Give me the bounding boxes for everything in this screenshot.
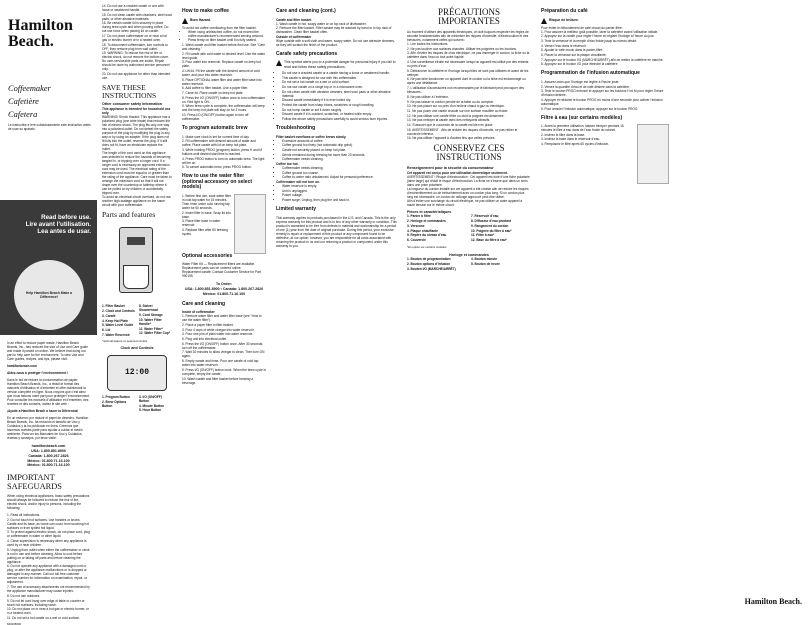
- water-filter-illustration: [234, 194, 266, 254]
- french-clock-part: 3. Bouton I/O (MARCHE/ARRÊT): [407, 266, 456, 271]
- care-step: 8. Empty carafe and rinse. Pour one carafe of cold tap water into water reservoir.: [182, 359, 259, 368]
- carafe-basket-title: Carafe and filter basket: [276, 17, 312, 22]
- auto-prog-title: Programmation de l’infusion automatique: [541, 70, 640, 77]
- care-step: 5. Plug unit into electrical outlet.: [182, 337, 228, 342]
- prep-step: 4. Verser l’eau dans le réservoir.: [541, 43, 587, 48]
- howto-steps: [182, 43, 266, 121]
- french-cord-text: La longueur du cordon installé sur cet appareil a été choisie afin de réduire les risques d’enchevêtrement ou de trébuchement avec un cordon plus long. Si un cordon plus long est nécessaire, un cordon de rallonge approuvé peut être utilisé.: [407, 186, 529, 199]
- french-clock-parts: [407, 257, 531, 271]
- auto-prog-step: 2. Versez la quantité d’eau et de café désirée dans la cafetière.: [541, 84, 630, 89]
- cover-es-head: ¡Ayude a Hamilton Beach a hacer la Diferencia!: [7, 409, 79, 413]
- care-step: 7. Wait 30 minutes to allow vinegar to clean. Then turn ON again.: [182, 350, 265, 359]
- french-save: CONSERVEZ CES INSTRUCTIONS: [433, 143, 505, 163]
- carafe-basket-item: 1. Wash carafe in hot, soapy water or on top rack of dishwasher.: [276, 21, 367, 26]
- contact-mexico: México: 01.800.71.16.100: [27, 458, 70, 463]
- circuit-overload-text: To avoid an electrical circuit overload, do not use another high-wattage appliance on the same circuit with your coffeemaker.: [102, 194, 171, 207]
- no-power-title: Coffeemaker will not turn on.: [276, 180, 320, 185]
- french-part-item: 12. Base du filtre à eau*: [471, 238, 507, 243]
- auto-prog-step: 5. Pour annuler l’infusion automatique, appuyer sur le bouton PROG.: [541, 106, 639, 111]
- order-usa-canada: USA: 1.800.851.8900 • Canada: 1.800.267.2826: [184, 287, 264, 292]
- french-parts-list: [407, 214, 531, 243]
- safeguard-item: 1. Read all instructions.: [7, 513, 41, 518]
- carafe-safety-item: • Do not use carafe on a range top or in a microwave oven.: [282, 85, 397, 89]
- clock-parts-list: [102, 395, 172, 413]
- cover-fr-head: Aidez-nous à protéger l’environnement !: [7, 371, 69, 375]
- auto-prog-step: 1. Assurez-vous que l’horloge est réglée à l’heure juste.: [541, 79, 620, 84]
- safeguards-list: [7, 513, 90, 620]
- french-item: 9. Ne pas laisser le cordon pendre de la table ou du comptoir.: [407, 99, 494, 104]
- troubleshooting-title: Troubleshooting: [276, 125, 316, 132]
- prep-step: 3. Tenir la verseuse et la remplir d’eau froide jusqu’au niveau désiré.: [541, 38, 638, 43]
- coffeemaker-illustration: [107, 221, 167, 301]
- french-item: 14. S’assurer que le couvercle de la carafe est bien en place.: [407, 122, 494, 127]
- howto-intro-list: [182, 30, 266, 43]
- auto-prog-steps: [541, 80, 669, 111]
- optional-accessories-text: Water Filter Kit — Replacement filters are available. Replacement parts can be ordered online.: [182, 262, 256, 271]
- overflow-list: [276, 139, 397, 162]
- care-step: 10. Wash carafe and filter basket before brewing a beverage.: [182, 376, 254, 385]
- safeguard-item: 11. Do not set a hot carafe on a wet or cold surface.: [7, 615, 80, 620]
- clock-display: 12:00: [107, 355, 167, 391]
- carafe-safety-item: • Protect the carafe from sharp blows, scratches or rough handling.: [282, 103, 397, 107]
- french-item: 15. AVERTISSEMENT : Afin de réduire les risques d’incendie, ne pas retirer le couvercle inférieur.: [407, 127, 518, 136]
- care-cont-title-text: Care and cleaning: [276, 8, 320, 14]
- order-label: To Order:: [215, 282, 233, 287]
- auto-brew-steps: [182, 135, 266, 170]
- no-power-list: [276, 184, 397, 202]
- howto-step: 8. Press the I/O (ON/OFF) button once to turn coffeemaker on. Red light is ON.: [182, 95, 266, 104]
- no-power-item: • Unit is unplugged.: [282, 189, 397, 193]
- water-filter-step: 4. Replace filter after 60 brewing cycles.: [182, 227, 228, 236]
- french-parts-title: Pièces et caractéristiques: [407, 209, 452, 214]
- howto-step: 7. Close lid. Place carafe on keep hot plate.: [182, 91, 244, 95]
- burn-warning-sub: To avoid hot coffee overflowing from the filter basket:: [182, 25, 257, 30]
- french-household: Cet appareil est conçu pour une utilisation domestique seulement.: [407, 170, 508, 175]
- safeguard-item: 8. Do not use outdoors.: [7, 593, 41, 598]
- french-plug-text: AVERTISSEMENT ! Risque d’électrocution : Cet appareil est doté d’une fiche polarisée (lame large) qui réduit le risque d’électrocution. La fiche ne s’insère que dans un sens dans une prise polarisée.: [407, 174, 530, 187]
- clock-part-item: 3. I/O (ON/OFF) Button: [139, 394, 162, 403]
- contact-canada: Canada: 1.800.267.2826: [28, 453, 69, 458]
- prep-step: 6. Placer la verseuse sur la plaque chauffante.: [541, 52, 607, 57]
- auto-brew-title: To program automatic brew: [182, 125, 248, 132]
- french-clock-part: 4. Bouton minute: [471, 257, 498, 262]
- french-part-item: 6. Couvercle: [407, 238, 426, 243]
- french-clock-part: 1. Bouton de programmation: [407, 257, 451, 262]
- warranty-title: Limited warranty: [276, 206, 317, 213]
- carafe-safety-item: • Discard carafe immediately if it is ever boiled dry.: [282, 98, 397, 102]
- filtre-step: 2. Insérez le filtre dans la base.: [541, 132, 586, 137]
- howto-column: [177, 0, 271, 625]
- howto-step: 3. Pour water into reservoir. Replace carafe on keep hot plate.: [182, 60, 261, 69]
- water-filter-step: 2. Insert filter in base. Snap lid into base.: [182, 210, 231, 219]
- brand-logo: Hamilton Beach.: [8, 17, 73, 50]
- prep-title: Préparation du café: [541, 8, 588, 14]
- filtre-illustration: [637, 124, 669, 184]
- water-filter-title: How to use the water filter (optional accessory on select models): [182, 173, 253, 191]
- prep-step: 2. Appuyez sur la carafe pour régler l’heure en réglant l’horloge à l’heure du jour.: [541, 34, 655, 39]
- burn-warning-text: Burn Hazard.: [190, 17, 212, 22]
- french-clock-part: 5. Bouton de heure: [471, 261, 500, 266]
- too-hot-list: [276, 166, 397, 179]
- product-code: 840208600: [7, 621, 21, 625]
- part-item: 5. Water Level Guide: [102, 323, 134, 328]
- part-item: 11. Water Filter*: [139, 326, 163, 331]
- product-name-es: Cafetera: [8, 110, 38, 120]
- part-item: 3. Carafe: [102, 313, 116, 318]
- carafe-safety-item: • Discard carafe if it is cracked, scratched, or heated while empty.: [282, 112, 397, 116]
- carafe-safety-warning-text: This symbol alerts you to a potential danger for personal injury if you fail to read and follow these safety precautions.: [284, 60, 396, 69]
- french-intro: Au moment d’utiliser des appareils électriques, on doit toujours respecter les règles de sécurité fondamentales afin de minimiser les risques d’incendie, d’électrocution et des blessures, notamment celles qui suivent :: [407, 30, 529, 42]
- too-hot-item: • Coffeemaker needs cleaning.: [282, 166, 397, 170]
- auto-brew-step: 3. While holding PROG (program) button, press H and M buttons until desired start time is reached.: [182, 147, 263, 156]
- french-item: 11. Ne pas poser une carafe chaude sur une surface mouillée ou froide.: [407, 108, 509, 113]
- part-item: 6. Lid: [102, 328, 111, 333]
- french-part-item: 8. Diffuseur d’eau pivotant: [471, 219, 512, 224]
- french-part-item: 1. Panier à filtre: [407, 214, 431, 219]
- overflow-item: • Coffeemaker needs cleaning.: [282, 157, 397, 161]
- part-item: 10. Water Filter Handle*: [139, 317, 162, 326]
- clock-part-item: 5. Hour Button: [139, 408, 162, 413]
- cover-fr-text: Dans le but de réduire la consommation de papier, Hamilton Beach Brands, Inc., a réduit le format des manuels d’utilisation et d’entretien et offre maintenant la version complète en ligne. Nous croyons que c’est ainsi que nous faisons notre part pour protéger l’environnement. Pour consulter les manuels d’utilisation et d’entretien, des recettes et des conseils, visitez le site web :: [7, 378, 90, 406]
- carafe-safety-item: • Do not bump carafe or set it down roughly.: [282, 108, 397, 112]
- cord-length-text: The length of the cord used on this appliance was selected to reduce the hazards of becoming tangled in, or tripping over a longer cord. If a longer cord is necessary an approved extension cord may be used. The electrical rating of the extension cord must be equal to or greater than the rating of the appliance. Care must be taken to arrange the extension cord so that it will not drape over the countertop or tabletop where it can be pulled on by children or accidentally tripped over.: [102, 150, 172, 195]
- care-step: 1. Remove water filter and water filter base (see “How to use the water filter”).: [182, 314, 262, 323]
- prep-warning-text: Risque de brûlure.: [549, 17, 579, 22]
- auto-brew-step: 1. Make sure clock is set for current time of day.: [182, 134, 250, 139]
- french-item: 1. Lire toutes les instructions.: [407, 42, 449, 46]
- polarized-plug-text: WARNING! Shock Hazard: This appliance has a polarized plug (one wide blade) that reduces the risk of electric shock. The plug fits only one way into a polarized outlet. Do not defeat the safety purpose of the plug by modifying the plug in any way or by using an adapter. If the plug does not fit fully into the outlet, reverse the plug. If it still does not fit, have an electrician replace the outlet.: [102, 114, 171, 151]
- french-item: 16. Ne pas utiliser l’appareil à d’autres fins que celles prévues.: [407, 136, 496, 141]
- care-inside-title: Inside of coffeemaker: [182, 310, 215, 315]
- care-step: 6. Press the I/O (ON/OFF) button once. After 30 seconds, turn off the coffeemaker.: [182, 341, 264, 350]
- howto-step: 1. Wash carafe and filter basket before first use. See “Care and cleaning.”: [182, 42, 265, 51]
- safeguard-item: 5. Unplug from outlet when either the coffeemaker or clock is not in use and before cleaning. Allow to cool before putting on or taking off parts and before cleaning the appliance.: [7, 547, 90, 564]
- howto-step: 2. Fill carafe with cold water to desired level. Use the water level guide.: [182, 51, 266, 60]
- overflow-item: • Carafe not securely placed on keep hot plate.: [282, 148, 397, 152]
- warning-icon: [182, 18, 188, 24]
- prep-steps: [541, 30, 669, 67]
- french-part-item: 4. Plaque chauffante: [407, 228, 438, 233]
- outside-text: Wipe outside with a soft cloth and warm, soapy water. Do not use abrasive cleaners, as they will scratch the finish of the product.: [276, 38, 395, 47]
- french-item: 12. Ne pas utiliser une carafe fêlée ou dont la poignée est desserrée.: [407, 113, 505, 118]
- french-list: [407, 42, 531, 140]
- safeguard-item: 10. Do not place on or near a hot gas or electric burner, or in a heated oven.: [7, 607, 89, 616]
- parts-title: Parts and features: [102, 209, 156, 219]
- part-item: 7. Water Reservoir: [102, 332, 130, 337]
- carafe-safety-item: • Do not clean carafe with abrasive cleaners, steel wool pads or other abrasive material.: [282, 90, 397, 98]
- carafe-basket-item: 2. Remove the filter basket. Filter basket may be washed by hand or in top rack of dishwasher. Clean filter basket often.: [276, 26, 392, 35]
- no-power-item: • Water reservoir is empty.: [282, 184, 397, 188]
- safeguard-item: 17. Do not place coffeemaker on or near a hot gas or electric burner or in a heated oven.: [102, 34, 167, 43]
- household-only: This appliance is intended for household use only.: [102, 106, 171, 115]
- warranty-text: This warranty applies to products purchased in the U.S. and Canada. This is the only express warranty for this product and is in lieu of any other warranty or condition. This product is warranted to be free from defects in material and workmanship for a period of one (1) year from the date of original purchase. During this period, your exclusive remedy is repair or replacement of this product or any component found to be defective, at our option; however, you are responsible for all costs associated with returning the product to us and our returning a product or component under this warranty to you.: [276, 215, 397, 248]
- howto-step: 9. When brew cycle is complete, the coffeemaker will beep and the keep hot plate will stay on for 2 hours.: [182, 104, 265, 113]
- parts-note: *optional feature on selected models: [102, 338, 148, 343]
- auto-brew-step: 4. Press PROG button to turn on automatic brew. The light will be on.: [182, 156, 265, 165]
- safeguard-item: 6. Do not operate any appliance with a damaged cord or plug, or after the appliance malfunctions or is dropped or damaged in any manner. Call our toll-free customer service number for information on examination, repair, or adjustment.: [7, 564, 87, 585]
- care-step: 2. Place a paper filter in filter basket.: [182, 323, 234, 328]
- carafe-shape: [123, 265, 149, 289]
- carafe-safety-list: [276, 71, 397, 121]
- care-title: Care and cleaning: [182, 300, 226, 307]
- warning-icon: [541, 18, 547, 24]
- prep-warning: [541, 18, 669, 24]
- seal-text: Help Hamilton Beach Make a Difference!: [25, 290, 73, 299]
- care-column: [271, 0, 402, 625]
- band-read-fr: Lire avant l’utilisation.: [25, 221, 91, 229]
- save-instructions: SAVE THESE INSTRUCTIONS: [102, 83, 157, 100]
- back-column: [674, 0, 808, 625]
- french-item: 7. L’utilisation d’accessoires non recommandés par le fabricant peut provoquer des blessures.: [407, 86, 524, 95]
- french-prep-column: [536, 0, 674, 625]
- french-parts-note: *En option sur certains modèles: [407, 245, 447, 250]
- carafe-safety-item: • This carafe is designed for use with this coffeemaker.: [282, 76, 397, 80]
- howto-step: 5. Place OPTIONAL water filter and water filter base into water reservoir.: [182, 77, 262, 86]
- filtre-step: 4. Remplacez le filtre après 60 cycles d’infusion.: [541, 142, 610, 147]
- safeguard-item: 18. To disconnect coffeemaker, turn controls to OFF, then remove plug from wall outlet.: [102, 42, 168, 51]
- order-mexico: México: 01.800.71.16.100: [202, 292, 246, 296]
- french-item: 6. Ne pas faire fonctionner un appareil dont le cordon ou la fiche est endommagé ou après une défaillance.: [407, 77, 526, 86]
- cover-column: [0, 0, 97, 625]
- no-power-item: • Power surge; Unplug, then plug the unit back in.: [282, 198, 397, 202]
- too-hot-item: • Coffee-to-water ratio unbalanced. Adjust for personal preference.: [282, 175, 397, 179]
- carafe-safety-item: • Follow the above safety precautions carefully to avoid serious burn injuries.: [282, 117, 397, 121]
- contact-usa: USA: 1.800.851.8900: [31, 448, 66, 453]
- replacement-carafe-text: Replacement carafe: Contact Customer Service for Part 990155.: [182, 270, 261, 279]
- product-name-en: Coffeemaker: [8, 84, 51, 93]
- safeguard-item: 20. Do not use appliance for other than intended use.: [102, 72, 171, 81]
- safeguard-item: 14. Do not use a cracked carafe or one with loose or weakened handle.: [102, 4, 164, 12]
- contact-mexico-2: México: 01.800.71.16.100: [27, 463, 70, 468]
- french-item: 13. Ne pas nettoyer la carafe avec des nettoyants abrasifs.: [407, 118, 491, 123]
- part-item: 4. Keep Hot Plate: [102, 318, 129, 323]
- howto-intro-item: • When using unbleached coffee, do not exceed the coffee manufacturer’s recommended serving amount.: [188, 30, 266, 38]
- part-item: 9. Cord Storage: [139, 312, 163, 317]
- safeguard-item: 4. Close supervision is necessary when any appliance is used by or near children.: [7, 539, 87, 548]
- product-name-fr: Cafetière: [8, 97, 39, 107]
- safeguard-item: 2. Do not touch hot surfaces. Use handles or knobs. Carafe and its base, as home can occur from touching hot surfaces or from spilled hot liquid.: [7, 517, 89, 530]
- care-cont-suffix: (cont.): [320, 8, 336, 14]
- french-part-item: 10. Poignée du filtre à eau*: [471, 228, 512, 233]
- safeguard-item: 3. To protect against electric shock, do not place cord, plug or coffeemaker in water or other liquid.: [7, 530, 90, 539]
- howto-step: 6. Add coffee to filter basket. Use a paper filter.: [182, 86, 249, 91]
- care-cont-title: [276, 9, 397, 15]
- cover-url: hamiltonbeach.com: [7, 364, 37, 368]
- french-item: 4. Une surveillance étroite est nécessaire lorsqu’un appareil est utilisé par des enfants ou près d’eux.: [407, 60, 529, 69]
- order-contacts: [182, 282, 266, 297]
- safeguard-item: 15. Do not clean carafe with cleansers, steel wool pads, or other abrasive materials.: [102, 12, 172, 21]
- prep-step: 8. Appuyez sur le bouton I/O pour éteindre la cafetière.: [541, 62, 619, 67]
- contact-web: hamiltonbeach.com: [31, 444, 66, 448]
- prep-warning-sub: Pour éviter le débordement de café chaud du panier-filtre :: [541, 25, 624, 30]
- french-other-title: Renseignement pour la sécurité du consommateur: [407, 166, 494, 171]
- french-item: 8. Ne pas utiliser à l’extérieur.: [407, 94, 449, 99]
- cover-intro-en: In an effort to reduce paper waste, Hamilton Beach Brands, Inc., has reduced the size of Use and Care guide and made it posted on online. We believe that doing our part to help care for the environment. To view Use and Care guides, recipes, and tips, please visit:: [7, 341, 88, 361]
- french-item: 2. Ne pas toucher aux surfaces chaudes. Utiliser les poignées ou les boutons.: [407, 46, 517, 51]
- care-steps: [182, 314, 266, 384]
- part-item: 2. Clock and Controls: [102, 308, 135, 313]
- howto-step: 10. Press I/O (ON/OFF) button again to turn off coffeemaker.: [182, 113, 249, 122]
- cover-es-text: En un esfuerzo por reducir el papel de desecho, Hamilton Beach Brands, Inc. ha reducido el tamaño de Uso y Cuidados y la ha publicado en línea. Creemos que hacemos nuestra parte para ayudar a cuidar el medio ambiente. Para ver los Manuales de Uso y Cuidados, recetas y consejos, por favor visite:: [7, 416, 89, 440]
- band-read-en: Read before use.: [41, 214, 91, 221]
- clock-part-item: 2. Brew Options Button: [102, 399, 127, 408]
- prep-step: 5. Ajouter le café moulu dans le panier-filtre.: [541, 48, 604, 53]
- outside-title: Outside of coffeemaker: [276, 34, 312, 39]
- french-circuit-text: Afin d’éviter une surcharge du circuit électrique, ne pas utiliser un autre appareil à haute tension sur le même circuit.: [407, 198, 523, 207]
- howto-title: How to make coffee: [182, 8, 229, 14]
- french-title: PRÉCAUTIONS IMPORTANTES: [437, 7, 500, 26]
- french-item: 5. Débrancher la cafetière et l’horloge lorsqu’elles ne sont pas utilisées et avant de les nettoyer.: [407, 68, 529, 77]
- too-hot-title: Coffee too hot.: [276, 162, 299, 166]
- too-hot-item: • Coffee ground too coarse.: [282, 171, 397, 175]
- french-item: 3. Afin d’éviter les risques de choc électrique, ne pas immerger le cordon, la fiche ou la cafetière dans l’eau ou tout autre liquide.: [407, 51, 530, 60]
- no-power-item: • Power outage.: [282, 193, 397, 197]
- difference-seal: [14, 260, 84, 330]
- howto-step: 4. Lift lid. Fill the carafe with the desired amount of cold water, and pour into water reservoir.: [182, 68, 260, 77]
- auto-prog-step: 4. Appuyer et relâcher le bouton PROG en moins d’une seconde pour activer l’infusion automatique.: [541, 97, 663, 106]
- cover-contacts: [7, 444, 90, 468]
- carafe-safety-item: • Do not use a cracked carafe or a carafe having a loose or weakened handle.: [282, 71, 397, 75]
- care-step: 3. Pour 4 cups of white vinegar into water reservoir.: [182, 327, 255, 332]
- french-part-item: 5. Repère du niveau d’eau: [407, 233, 447, 238]
- filtre-step: 1. Avant la première utilisation, laissez tremper pendant 15 minutes le filtre à eau dans de l’eau froide du robinet.: [541, 124, 624, 133]
- howto-intro-item: • Press firmly on filter basket until it is fully seated.: [188, 38, 266, 42]
- parts-list: [102, 304, 172, 337]
- care-step: 4. Pour one pint of plain water into water reservoir.: [182, 332, 254, 337]
- safeguards-intro: When using electrical appliances, basic safety precautions should always be followed to reduce the risk of fire, electric shock, and/or injury to persons, including the following:: [7, 494, 90, 511]
- water-filter-step: 3. Place filter base in water reservoir.: [182, 219, 221, 228]
- burn-warning: [182, 18, 266, 24]
- care-step: 9. Press I/O (ON/OFF) button once. When the brew cycle is complete, empty the carafe.: [182, 367, 266, 376]
- safeguard-item: 9. Do not let cord hang over edge of table or counter or touch hot surfaces, including stove.: [7, 598, 85, 607]
- cover-top: [0, 0, 97, 200]
- french-part-item: 2. Horloge et commandes: [407, 219, 446, 224]
- water-filter-step: 1. Before first use, soak water filter in cold tap water for 15 minutes. Then rinse under cold running tap water for 60 seconds.: [182, 193, 232, 210]
- carafe-safety-warning: [276, 60, 397, 69]
- safeguard-item: 7. The use of accessory attachments not recommended by the appliance manufacturer may cause injuries.: [7, 585, 90, 594]
- safeguards-list-2: [102, 4, 172, 80]
- safeguards-column: [97, 0, 177, 625]
- safeguards-title: IMPORTANT SAFEGUARDS: [7, 473, 62, 491]
- french-clock-part: 2. Bouton options d’infusion: [407, 261, 451, 266]
- optional-accessories-title: Optional accessories: [182, 252, 233, 259]
- overflow-title: Filter basket overflows or coffee brews slowly.: [276, 134, 347, 139]
- carafe-basket-list: [276, 22, 397, 35]
- cover-band: [0, 200, 97, 335]
- part-item: 12. Water Filter Cup*: [139, 331, 171, 336]
- filtre-title: Filtre à eau (sur certains modèles): [541, 114, 623, 121]
- overflow-item: • Excessive amounts of coffee.: [282, 139, 397, 143]
- warning-icon: [276, 60, 282, 66]
- overflow-item: • Coffee ground too finely (not automatic drip grind).: [282, 143, 397, 147]
- safeguard-item: 19. WARNING: To reduce the risk of fire or electric shock, do not remove the bottom cover. No user-serviceable parts are inside. Repair should be done by authorized service personnel only.: [102, 51, 170, 72]
- auto-brew-step: 5. To cancel automatic brew, press PROG button.: [182, 165, 252, 170]
- auto-brew-step: 2. Fill coffeemaker with desired amount of water and coffee. Place carafe with lid on keep hot plate.: [182, 139, 256, 148]
- safeguard-item: 16. Be certain carafe lid is securely in place during brew cycle and when pouring coffee. Do not use force when placing lid on carafe.: [102, 21, 169, 34]
- cover-tagline: Le instructive e lere culdadosamente este instructivo antes de usar su aparato.: [8, 122, 91, 131]
- clock-controls-title: Clock and Controls: [120, 346, 154, 351]
- band-read-es: Lea antes de usar.: [37, 228, 91, 236]
- french-clock-title: Horloge et commandes: [449, 252, 489, 257]
- french-part-item: 7. Réservoir d’eau: [471, 214, 499, 219]
- french-part-item: 11. Filtre à eau*: [471, 233, 495, 238]
- french-item: 10. Ne pas placer sur ou près d’un brûleur chaud à gaz ou électrique.: [407, 104, 505, 109]
- french-part-item: 9. Rangement du cordon: [471, 223, 509, 228]
- overflow-item: • Grinds remained during brewing far more than 20 seconds.: [282, 153, 397, 157]
- carafe-safety-item: • Do not set a hot carafe on a wet or cold surface.: [282, 80, 397, 84]
- other-safety-title: Other consumer safety information: [102, 102, 162, 107]
- auto-prog-step: 3. Tenir le bouton PROG enfoncé et appuyer sur les boutons H et M pour régler l’heure d’infusion désirée.: [541, 89, 664, 98]
- french-safeguards-column: [402, 0, 536, 625]
- french-part-item: 3. Verseuse: [407, 223, 425, 228]
- clock-part-item: 4. Minute Button: [139, 403, 164, 408]
- part-item: 1. Filter Basket: [102, 304, 125, 309]
- cover-body: [0, 335, 97, 625]
- part-item: 8. Swivel Showerhead: [139, 304, 158, 313]
- prep-step: 1. Pour assurer la meilleur goût possible, laver la cafetière avant l’utilisation initiale.: [541, 29, 659, 34]
- clock-part-item: 1. Program Button: [102, 394, 130, 399]
- carafe-safety-title: Carafe safety precautions: [276, 50, 338, 57]
- filtre-step: 3. Insérez la base dans le réservoir d’eau.: [541, 137, 601, 142]
- back-brand-logo: Hamilton Beach.: [744, 597, 802, 606]
- control-panel-shape: [127, 237, 145, 245]
- prep-step: 7. Appuyez sur le bouton I/O (MARCHE/ARRÊT) afin de mettre la cafetière en marche.: [541, 57, 664, 62]
